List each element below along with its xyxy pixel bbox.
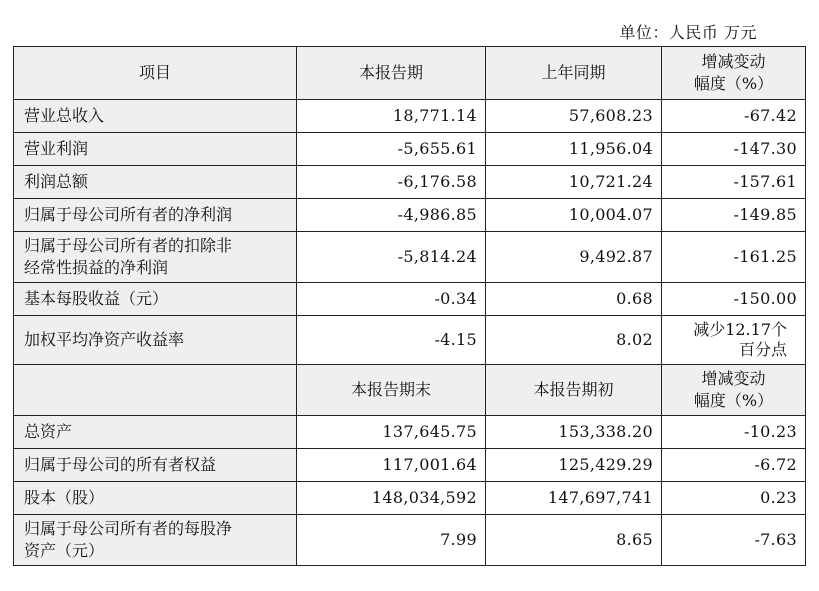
row-previous: 147,697,741 [486, 482, 662, 515]
row-current: -6,176.58 [297, 166, 486, 199]
row-current: 148,034,592 [297, 482, 486, 515]
row-change: -10.23 [662, 416, 806, 449]
row-label: 利润总额 [14, 166, 297, 199]
row-label-line1: 归属于母公司所有者的扣除非 [24, 236, 233, 255]
row-change: -161.25 [662, 232, 806, 283]
table-row [14, 449, 806, 482]
header-change-line2: 幅度（%） [693, 74, 774, 93]
row-previous: 10,721.24 [486, 166, 662, 199]
row-label-line1: 归属于母公司所有者的每股净 [24, 519, 233, 538]
row-change: -7.63 [662, 515, 806, 566]
table-row [14, 199, 806, 232]
row-change: -150.00 [662, 283, 806, 316]
row-label: 股本（股） [14, 482, 297, 515]
row-label-line2: 资产（元） [24, 541, 105, 560]
row-previous: 8.65 [486, 515, 662, 566]
subheader-change-line2: 幅度（%） [693, 391, 774, 410]
subheader-change-line1: 增减变动 [701, 369, 766, 388]
table-row [14, 416, 806, 449]
header-current-period: 本报告期 [297, 47, 486, 100]
row-change: -147.30 [662, 133, 806, 166]
table-header-row [14, 47, 806, 100]
row-change: -6.72 [662, 449, 806, 482]
table-row [14, 316, 806, 365]
row-label: 基本每股收益（元） [14, 283, 297, 316]
row-label: 加权平均净资产收益率 [14, 316, 297, 365]
table-row [14, 166, 806, 199]
row-previous: 153,338.20 [486, 416, 662, 449]
table-subheader-row [14, 365, 806, 416]
row-current: 117,001.64 [297, 449, 486, 482]
row-current: 137,645.75 [297, 416, 486, 449]
row-current: 7.99 [297, 515, 486, 566]
table-row [14, 232, 806, 283]
row-label: 营业利润 [14, 133, 297, 166]
row-previous: 125,429.29 [486, 449, 662, 482]
subheader-period-end: 本报告期末 [297, 365, 486, 416]
subheader-period-start: 本报告期初 [486, 365, 662, 416]
header-item: 项目 [14, 47, 297, 100]
row-label: 归属于母公司的所有者权益 [14, 449, 297, 482]
row-label: 归属于母公司所有者的净利润 [14, 199, 297, 232]
row-label [14, 232, 297, 283]
row-label: 总资产 [14, 416, 297, 449]
subheader-change [662, 365, 806, 416]
row-current: -4,986.85 [297, 199, 486, 232]
row-previous: 9,492.87 [486, 232, 662, 283]
row-label: 营业总收入 [14, 100, 297, 133]
row-label-line2: 经常性损益的净利润 [24, 258, 169, 277]
row-previous: 11,956.04 [486, 133, 662, 166]
row-change: -149.85 [662, 199, 806, 232]
row-previous: 57,608.23 [486, 100, 662, 133]
table-row [14, 482, 806, 515]
row-label [14, 515, 297, 566]
subheader-blank [14, 365, 297, 416]
table-row [14, 515, 806, 566]
table-row [14, 283, 806, 316]
row-current: -5,814.24 [297, 232, 486, 283]
header-change [662, 47, 806, 100]
row-change: 0.23 [662, 482, 806, 515]
row-change: -67.42 [662, 100, 806, 133]
row-change-line1: 减少12.17个 [693, 320, 787, 339]
header-previous-period: 上年同期 [486, 47, 662, 100]
table-row [14, 100, 806, 133]
row-current: 18,771.14 [297, 100, 486, 133]
row-current: -0.34 [297, 283, 486, 316]
row-change-line2: 百分点 [738, 340, 787, 359]
unit-label: 单位：人民币 万元 [619, 23, 757, 42]
row-current: -5,655.61 [297, 133, 486, 166]
table-row [14, 133, 806, 166]
header-change-line1: 增减变动 [701, 52, 766, 71]
row-current: -4.15 [297, 316, 486, 365]
financial-summary-table [13, 46, 806, 566]
row-change [662, 316, 806, 365]
row-previous: 0.68 [486, 283, 662, 316]
row-previous: 10,004.07 [486, 199, 662, 232]
row-previous: 8.02 [486, 316, 662, 365]
row-change: -157.61 [662, 166, 806, 199]
